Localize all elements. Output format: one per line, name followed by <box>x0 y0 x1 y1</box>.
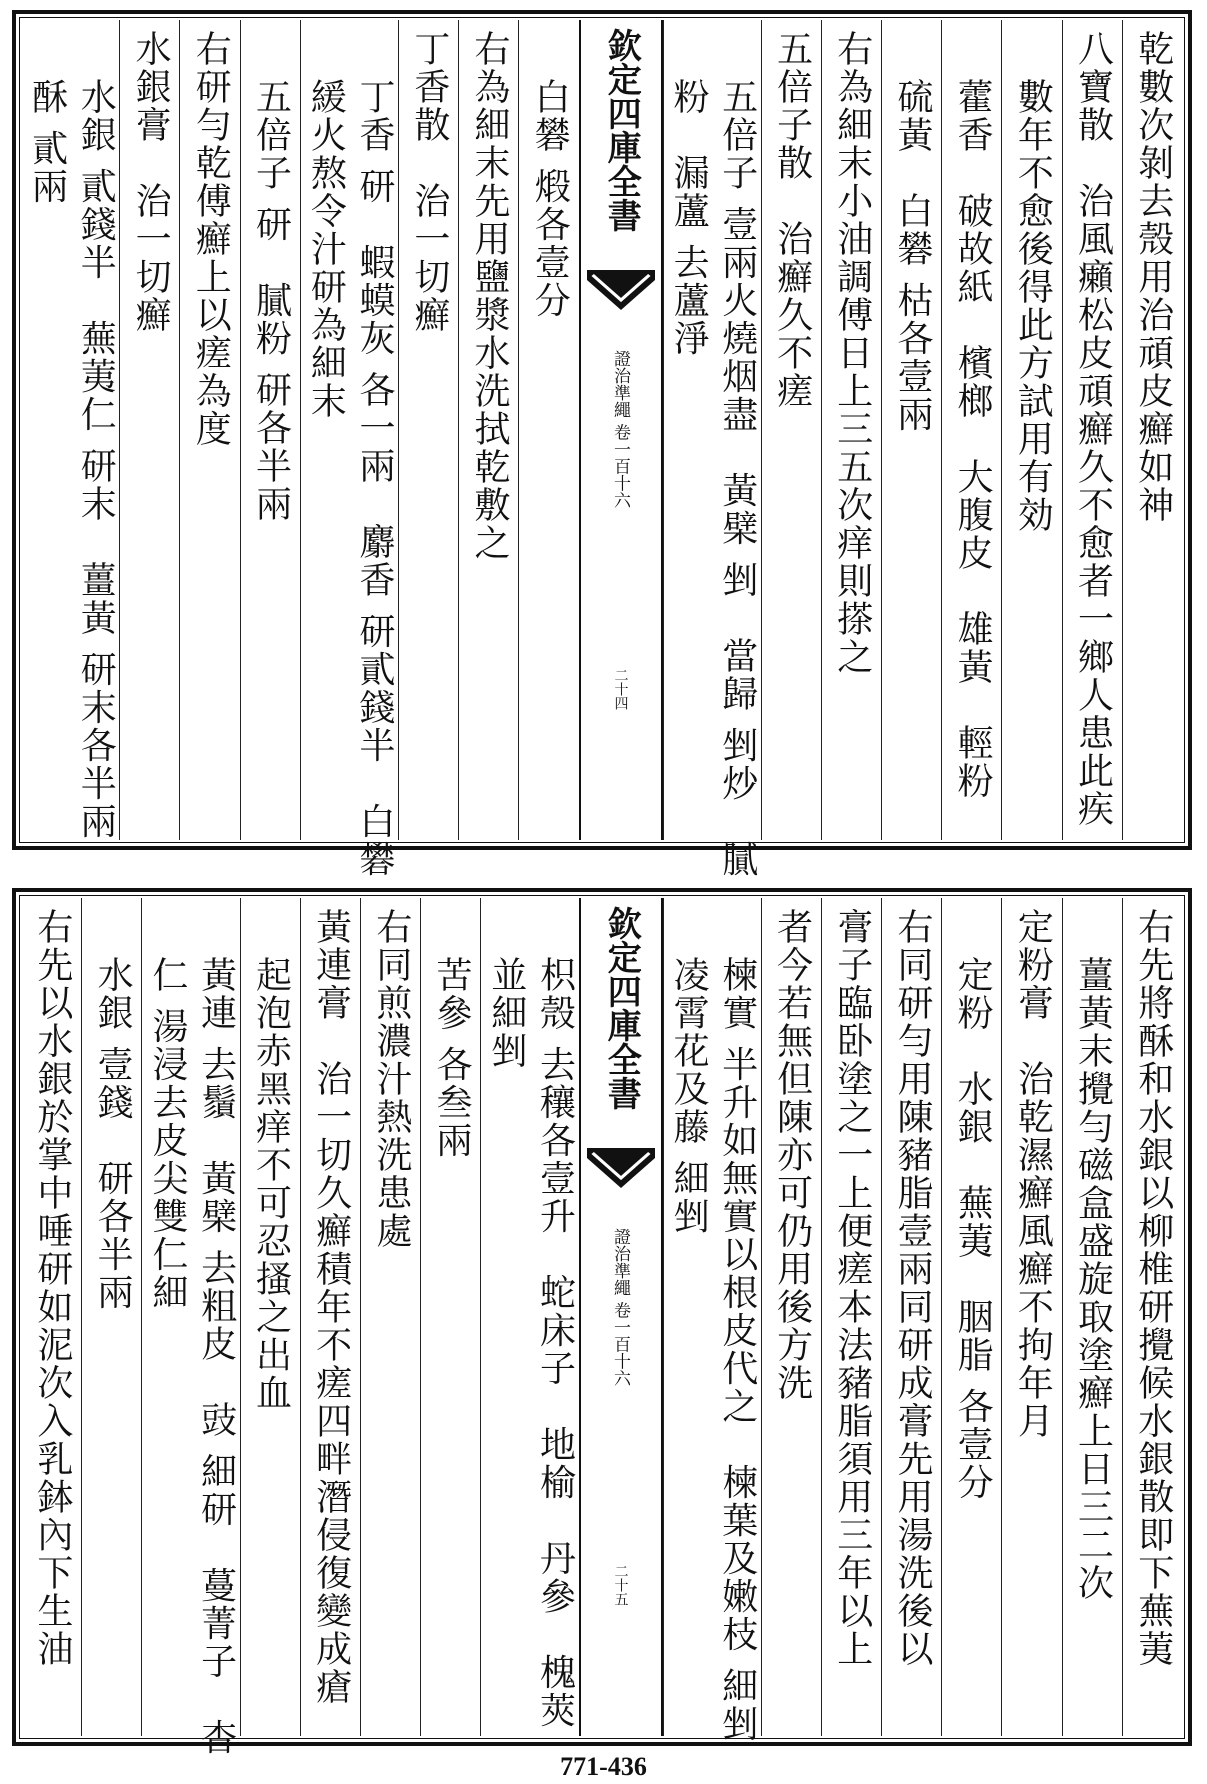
text-column: 水銀 貳錢半 蕪荑仁 研末 薑黃 研末各半兩 酥 貳兩 <box>26 78 117 879</box>
text-column: 水銀膏 治一切癬 <box>119 20 179 840</box>
text-column: 五倍子 壹兩火燒烟盡 黃檗 剉 當歸 剉炒 膩粉 漏蘆 去蘆淨 <box>663 20 761 840</box>
center-fold <box>579 898 663 1736</box>
text-column: 楝實 半升如無實以根皮代之 楝葉及嫩枝 細剉 凌霄花及藤 細剉 <box>663 898 761 1736</box>
volume-page-number: 771-436 <box>560 1752 647 1781</box>
text-column: 黃連 去鬚 黃檗 去粗皮 豉 細研 蔓菁子 杏仁 湯浸去皮尖雙仁細 <box>141 898 239 1736</box>
text-column: 右為細末先用鹽漿水洗拭乾敷之 <box>458 20 518 840</box>
text-column: 五倍子 研 膩粉 研各半兩 <box>240 20 300 840</box>
top-page <box>12 10 1192 879</box>
text-column: 丁香散 治一切癬 <box>398 20 458 840</box>
text-column: 乾數次剝去殼用治頑皮癬如神 <box>1122 20 1182 840</box>
text-column: 定粉膏 治乾濕癬風癬不拘年月 <box>1001 898 1061 1736</box>
text-column: 白礬 煅各壹分 <box>518 20 578 840</box>
text-column: 數年不愈後得此方試用有効 <box>1001 20 1061 840</box>
text-column: 黃連膏 治一切久癬積年不瘥四畔潛侵復變成瘡 <box>300 898 360 1736</box>
text-column: 右研勻乾傅癬上以瘥為度 <box>179 20 239 840</box>
center-fold <box>579 20 663 840</box>
chapter-label: 證治準繩 卷一百十六 <box>610 350 630 509</box>
text-column: 五倍子散 治癬久不瘥 <box>761 20 821 840</box>
book-title: 欽定四庫全書 <box>601 906 642 1110</box>
text-column: 右同煎濃汁熱洗患處 <box>360 898 420 1736</box>
text-column: 硫黃 白礬 枯各壹兩 <box>881 20 941 840</box>
leaf-number: 二十四 <box>612 668 629 710</box>
text-column: 枳殼 去穰各壹升 蛇床子 地榆 丹參 槐莢 並細剉 <box>480 898 578 1736</box>
text-column: 藿香 破故紙 檳榔 大腹皮 雄黃 輕粉 <box>941 20 1001 840</box>
text-column: 右同研勻用陳豬脂壹兩同研成膏先用湯洗後以 <box>881 898 941 1736</box>
text-column: 丁香 研 蝦蟆灰 各一兩 麝香 研貳錢半 白礬 緩火熬令汁研為細末 <box>300 20 398 840</box>
text-column: 水銀 壹錢 研各半兩 <box>81 898 141 1736</box>
book-title: 欽定四庫全書 <box>601 28 642 232</box>
leaf-number: 二十五 <box>612 1564 629 1606</box>
text-column: 右為細末小油調傅日上三五次痒則搽之 <box>821 20 881 840</box>
text-column: 膏子臨卧塗之一上便瘥本法豬脂須用三年以上 <box>821 898 881 1736</box>
text-column: 定粉 水銀 蕪荑 胭脂 各壹分 <box>941 898 1001 1736</box>
chapter-label: 證治準繩 卷一百十六 <box>610 1228 630 1387</box>
fish-tail-mark-icon <box>587 1148 655 1208</box>
fish-tail-mark-icon <box>587 270 655 330</box>
text-column: 薑黃末攪勻磁盒盛旋取塗癬上日三二次 <box>1062 898 1122 1736</box>
text-column: 者今若無但陳亦可仍用後方洗 <box>761 898 821 1736</box>
text-column: 苦參 各叁兩 <box>420 898 480 1736</box>
text-column: 右先以水銀於掌中唾研如泥次入乳鉢內下生油 <box>31 908 73 1668</box>
text-column: 八寶散 治風癩松皮頑癬久不愈者一鄉人患此疾 <box>1062 20 1122 840</box>
top-columns <box>22 20 1182 879</box>
text-column: 右先將酥和水銀以柳椎研攪候水銀散即下蕪荑 <box>1122 898 1182 1736</box>
text-column: 起泡赤黑痒不可忍搔之出血 <box>240 898 300 1736</box>
